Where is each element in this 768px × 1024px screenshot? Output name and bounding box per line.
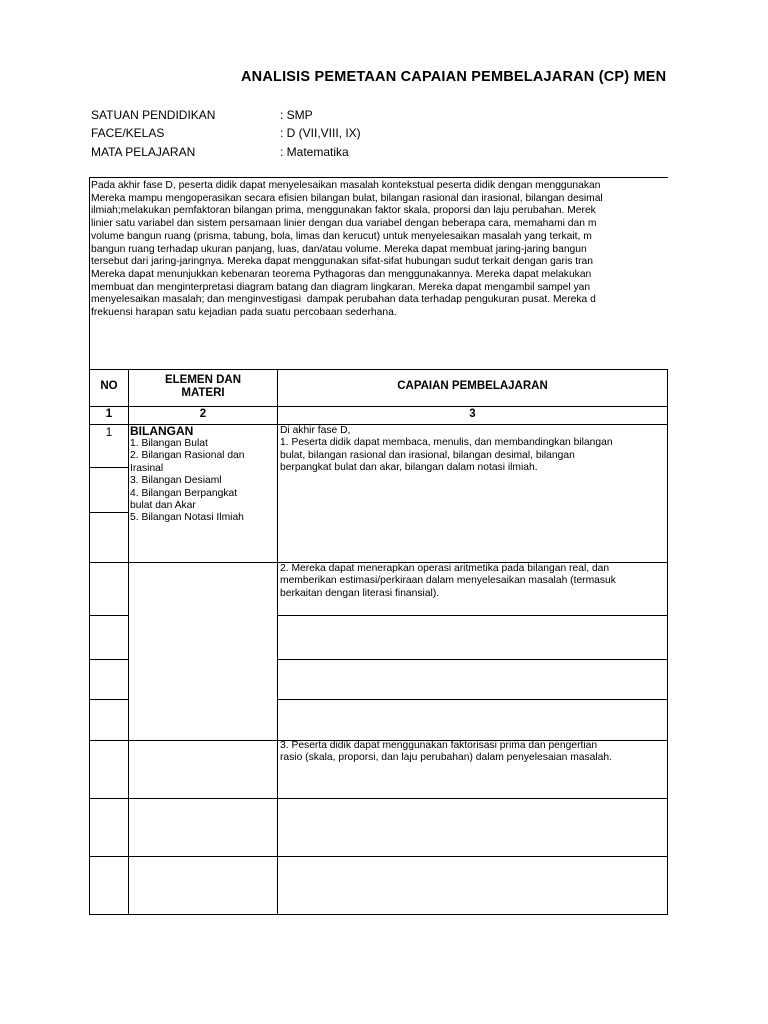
- table-rule: [89, 856, 668, 857]
- table-rule: [277, 615, 668, 616]
- header-no: NO: [100, 380, 118, 392]
- meta-label-satuan: SATUAN PENDIDIKAN: [91, 108, 216, 122]
- header-cp: CAPAIAN PEMBELAJARAN: [397, 380, 548, 392]
- row-number: 1: [105, 425, 113, 439]
- summary-border-top: [89, 177, 668, 178]
- table-rule: [89, 406, 668, 407]
- table-rule: [89, 659, 129, 660]
- element-title: BILANGAN: [130, 424, 194, 438]
- table-rule: [667, 369, 668, 915]
- table-rule: [89, 914, 668, 915]
- table-rule: [89, 369, 90, 915]
- cp-item-1: Di akhir fase D, 1. Peserta didik dapat membaca, menulis, dan membandingkan bilangan bulat, bilangan rasional dan irasional, bilangan desimal, bilangan berpangkat bulat dan akar, bilangan dalam notasi ilmiah.: [280, 425, 613, 474]
- table-rule: [89, 512, 129, 513]
- table-rule: [277, 699, 668, 700]
- table-rule: [277, 369, 278, 915]
- table-rule: [277, 659, 668, 660]
- meta-value-satuan: : SMP: [280, 108, 313, 122]
- meta-value-fase: : D (VII,VIII, IX): [280, 126, 361, 140]
- element-items: 1. Bilangan Bulat 2. Bilangan Rasional dan Irasinal 3. Bilangan Desiaml 4. Bilangan Berpangkat bulat dan Akar 5. Bilangan Notasi Ilmiah: [130, 438, 245, 524]
- summary-border-left: [89, 177, 90, 370]
- meta-value-mapel: : Matematika: [280, 145, 349, 159]
- table-rule: [89, 699, 129, 700]
- document-title: ANALISIS PEMETAAN CAPAIAN PEMBELAJARAN (CP) MEN: [241, 69, 667, 85]
- col-number-2: 2: [199, 408, 207, 420]
- table-rule: [89, 615, 129, 616]
- table-rule: [89, 467, 129, 468]
- header-elemen: ELEMEN DAN MATERI: [164, 374, 242, 399]
- meta-label-mapel: MATA PELAJARAN: [91, 145, 196, 159]
- cp-summary-text: Pada akhir fase D, peserta didik dapat menyelesaikan masalah kontekstual peserta didik dengan menggunakan Mereka mampu mengoperasikan secara efisien bilangan bulat, bilangan rasional dan irasional, bilangan desimal ilmiah;melakukan pemfaktoran bilangan prima, menggunakan faktor skala, proporsi dan laju perubahan. Merek linier satu variabel dan sistem persamaan linier dengan dua variabel dengan beberapa cara, memahami dan m volume bangun ruang (prisma, tabung, bola, limas dan kerucut) untuk menyelesaikan masalah yang terkait, m bangun ruang terhadap ukuran panjang, luas, dan/atau volume. Mereka dapat membuat jaring-jaring bangun tersebut dari jaring-jaringnya. Mereka dapat menggunakan sifat-sifat hubungan sudut terkait dengan garis tran Mereka dapat menunjukkan kebenaran teorema Pythagoras dan menggunakannya. Mereka dapat melakukan membuat dan menginterpretasi diagram batang dan diagram lingkaran. Mereka dapat mengambil sampel yan menyelesaikan masalah; dan menginvestigasi dampak perubahan data terhadap pengukuran pusat. Mereka d frekuensi harapan satu kejadian pada suatu percobaan sederhana.: [91, 180, 603, 319]
- col-number-3: 3: [469, 408, 476, 420]
- table-rule: [89, 369, 668, 370]
- table-rule: [128, 369, 129, 915]
- col-number-1: 1: [105, 408, 113, 420]
- meta-label-fase: FACE/KELAS: [91, 126, 165, 140]
- cp-item-2: 2. Mereka dapat menerapkan operasi aritmetika pada bilangan real, dan memberikan estimasi/perkiraan dalam menyelesaikan masalah (termasuk berkaitan dengan literasi finansial).: [280, 563, 616, 599]
- cp-item-3: 3. Peserta didik dapat menggunakan faktorisasi prima dan pengertian rasio (skala, proporsi, dan laju perubahan) dalam penyelesaian masalah.: [280, 740, 612, 764]
- table-rule: [89, 798, 668, 799]
